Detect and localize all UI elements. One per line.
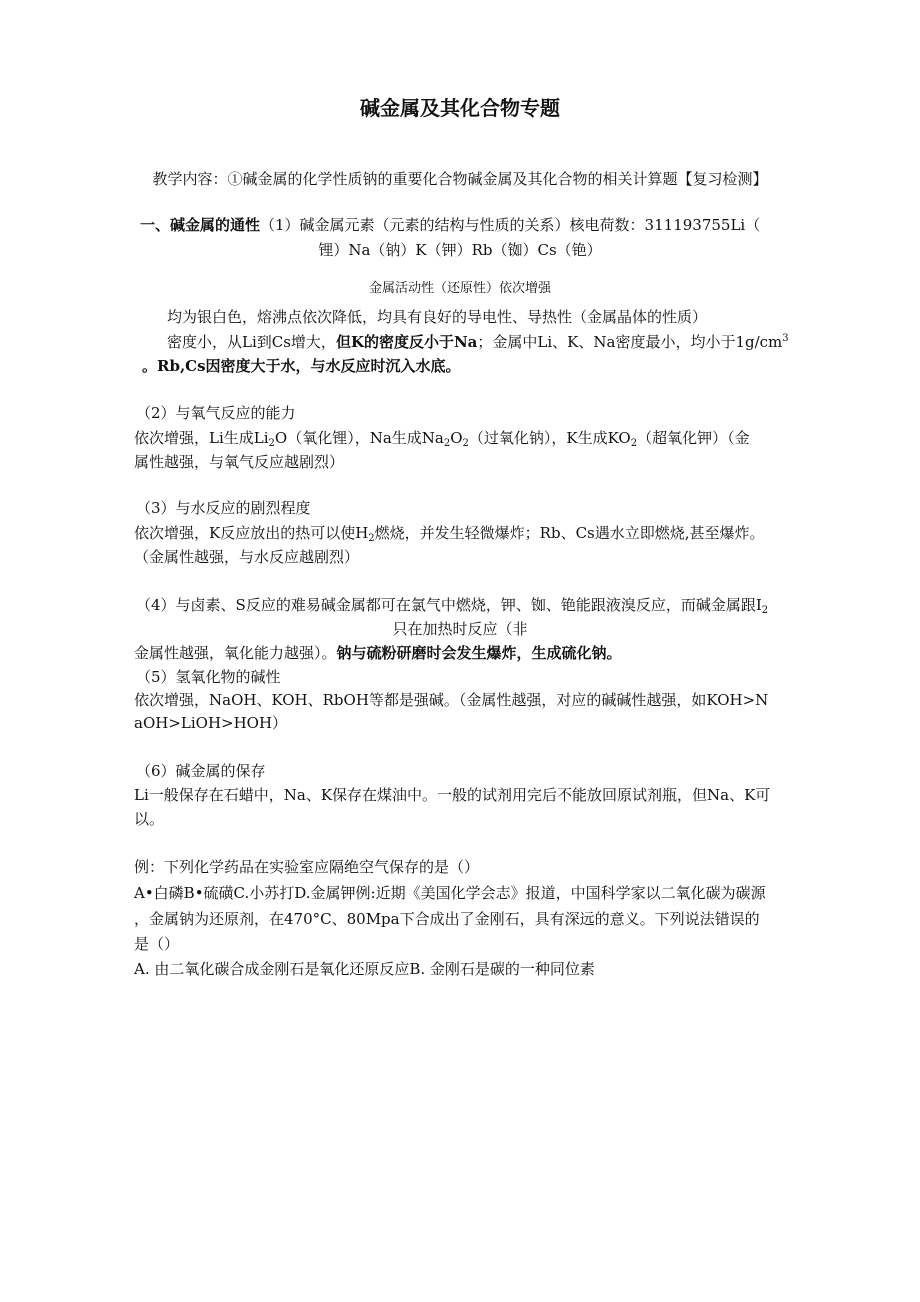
section5-line2: aOH>LiOH>HOH） [134, 714, 288, 732]
subscript: 2 [268, 438, 275, 449]
density-line2: 。Rb,Cs因密度大于水，与水反应时沉入水底。 [142, 357, 461, 375]
example-line3: ，金属钠为还原剂，在470°C、80Mpa下合成出了金刚石，具有深远的意义。下列说法错误的 [134, 910, 760, 928]
section1-line2: 锂）Na（钠）K（钾）Rb（铷）Cs（铯） [318, 241, 602, 259]
section2-text-d: （过氧化钠），K生成KO [468, 429, 631, 447]
section2-text-b: O（氧化锂），Na生成Na [274, 429, 444, 447]
section6-line1: Li一般保存在石蜡中，Na、K保存在煤油中。一般的试剂用完后不能放回原试剂瓶，但Na、K可 [134, 786, 771, 804]
section2-text-a: 依次增强，Li生成Li [134, 429, 269, 447]
section2-line1 [134, 427, 750, 449]
section2-line2: 属性越强，与氧气反应越剧烈） [134, 453, 345, 471]
subscript: 2 [368, 533, 375, 544]
section3-text-b: 燃烧，并发生轻微爆炸；Rb、Cs遇水立即燃烧,甚至爆炸。 [374, 524, 765, 542]
section1-line1 [140, 214, 760, 236]
subscript: 2 [462, 438, 469, 449]
properties-line: 均为银白色，熔沸点依次降低，均具有良好的导电性、导热性（金属晶体的性质） [167, 308, 708, 326]
page-title: 碱金属及其化合物专题 [360, 96, 560, 120]
section4-line3 [134, 642, 622, 664]
section3-text-a: 依次增强，K反应放出的热可以使H [134, 524, 369, 542]
density-line [167, 331, 789, 353]
subscript: 2 [630, 438, 638, 449]
section5-heading: （5）氢氧化物的碱性 [136, 668, 281, 686]
section1-heading: 一、碱金属的通性 [140, 216, 261, 234]
section4-text-a: （4）与卤素、S反应的难易碱金属都可在氯气中燃烧，钾、铷、铯能跟液溴反应，而碱金属跟I [136, 596, 762, 614]
section2-text-c: O [450, 429, 463, 447]
section6-line2: 以。 [134, 810, 165, 828]
example-line4: 是（） [134, 935, 180, 953]
section5-line1: 依次增强，NaOH、KOH、RbOH等都是强碱。（金属性越强，对应的碱碱性越强，如KOH>N [134, 691, 769, 709]
subscript: 2 [761, 605, 769, 616]
intro-line: 教学内容：①碱金属的化学性质钠的重要化合物碱金属及其化合物的相关计算题【复习检测】 [152, 170, 768, 188]
section1-line1-text: （1）碱金属元素（元素的结构与性质的关系）核电荷数：311193755Li（ [260, 216, 761, 234]
example-line5: A. 由二氧化碳合成金刚石是氧化还原反应B. 金刚石是碳的一种同位素 [134, 960, 595, 978]
density-text-a: 密度小，从Li到Cs增大， [167, 333, 336, 351]
density-text-b: 但K的密度反小于Na [335, 333, 478, 351]
density-unit-superscript: 3 [782, 333, 789, 344]
activity-note: 金属活动性（还原性）依次增强 [368, 281, 551, 296]
section4-text-a3: 金属性越强，氧化能力越强）。 [134, 644, 337, 662]
section4-line2: 只在加热时反应（非 [392, 620, 528, 638]
density-text-c: ；金属中Li、K、Na密度最小，均小于1g/cm [477, 333, 783, 351]
section2-text-e: （超氧化钾）（金 [637, 429, 750, 447]
section3-line1 [134, 522, 765, 544]
section4-text-b3: 钠与硫粉研磨时会发生爆炸，生成硫化钠。 [336, 644, 622, 662]
subscript: 2 [443, 438, 451, 449]
section6-heading: （6）碱金属的保存 [136, 762, 266, 780]
section3-heading: （3）与水反应的剧烈程度 [136, 499, 311, 517]
section3-line2: （金属性越强，与水反应越剧烈） [134, 548, 360, 566]
example-line1: 例：下列化学药品在实验室应隔绝空气保存的是（） [134, 858, 480, 876]
section2-heading: （2）与氧气反应的能力 [136, 404, 296, 422]
example-line2: A•白磷B•硫磺C.小苏打D.金属钾例:近期《美国化学会志》报道，中国科学家以二氧化碳为碳源 [134, 884, 766, 902]
section4-line1 [136, 594, 768, 616]
